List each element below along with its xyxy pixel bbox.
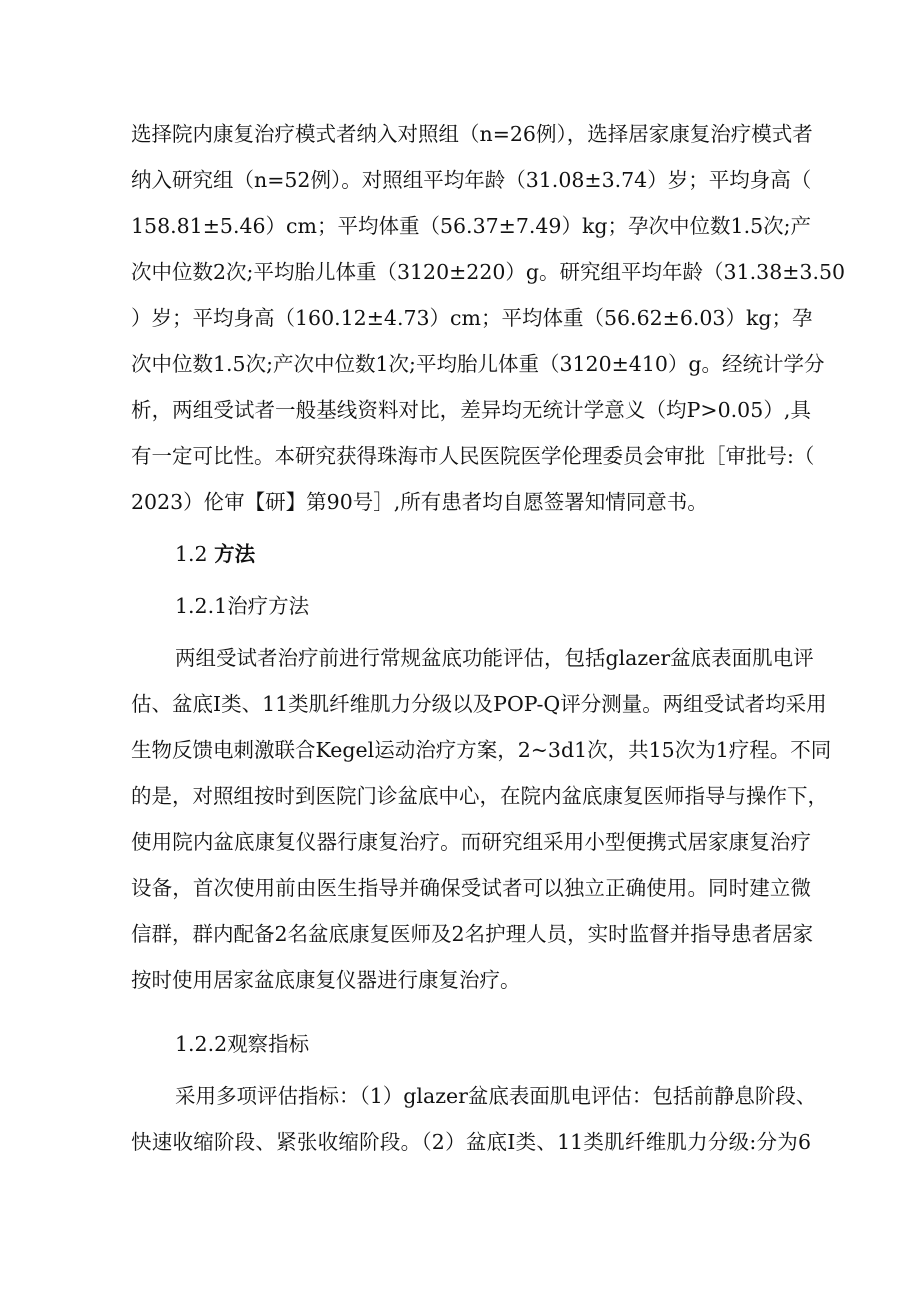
subsection-heading: 1.2.2观察指标 <box>175 1032 310 1056</box>
text-line: 生物反馈电刺激联合Kegel运动治疗方案，2~3d1次，共15次为1疗程。不同 <box>131 738 832 762</box>
section-heading <box>175 536 855 572</box>
text-line: 选择院内康复治疗模式者纳入对照组（n=26例），选择居家康复治疗模式者 <box>131 122 813 146</box>
text-line: 次中位数2次;平均胎儿体重（3120±220）g。研究组平均年龄（31.38±3.50 <box>131 260 846 284</box>
text-line: 按时使用居家盆底康复仪器进行康复治疗。 <box>131 968 521 992</box>
subsection-heading: 1.2.1治疗方法 <box>175 594 310 618</box>
text-line: 纳入研究组（n=52例）。对照组平均年龄（31.08±3.74）岁；平均身高（ <box>131 168 812 192</box>
text-line: 2023）伦审【研】第90号］,所有患者均自愿签署知情同意书。 <box>131 490 708 514</box>
text-line: 有一定可比性。本研究获得珠海市人民医院医学伦理委员会审批［审批号:（ <box>131 444 815 468</box>
text-line: 析，两组受试者一般基线资料对比，差异均无统计学意义（均P>0.05）,具 <box>131 398 811 422</box>
text-line: 信群，群内配备2名盆底康复医师及2名护理人员，实时监督并指导患者居家 <box>131 922 814 946</box>
text-line: 估、盆底I类、11类肌纤维肌力分级以及POP-Q评分测量。两组受试者均采用 <box>131 692 827 716</box>
text-line: 的是，对照组按时到医院门诊盆底中心，在院内盆底康复医师指导与操作下， <box>131 784 828 808</box>
text-line: 两组受试者治疗前进行常规盆底功能评估，包括glazer盆底表面肌电评 <box>175 646 814 670</box>
section-title: 方法 <box>214 542 256 566</box>
text-line: 使用院内盆底康复仪器行康复治疗。而研究组采用小型便携式居家康复治疗 <box>131 830 811 854</box>
text-line: 快速收缩阶段、紧张收缩阶段。（2）盆底I类、11类肌纤维肌力分级:分为6 <box>131 1130 811 1154</box>
text-line: 设备，首次使用前由医生指导并确保受试者可以独立正确使用。同时建立微 <box>131 876 811 900</box>
text-line: 158.81±5.46）cm；平均体重（56.37±7.49）kg；孕次中位数1.5次;产 <box>131 214 812 238</box>
text-line: ）岁；平均身高（160.12±4.73）cm；平均体重（56.62±6.03）kg；孕 <box>131 306 813 330</box>
text-line: 次中位数1.5次;产次中位数1次;平均胎儿体重（3120±410）g。经统计学分 <box>131 352 825 376</box>
text-line: 采用多项评估指标：（1）glazer盆底表面肌电评估：包括前静息阶段、 <box>175 1084 817 1108</box>
section-number: 1.2 <box>175 542 208 566</box>
